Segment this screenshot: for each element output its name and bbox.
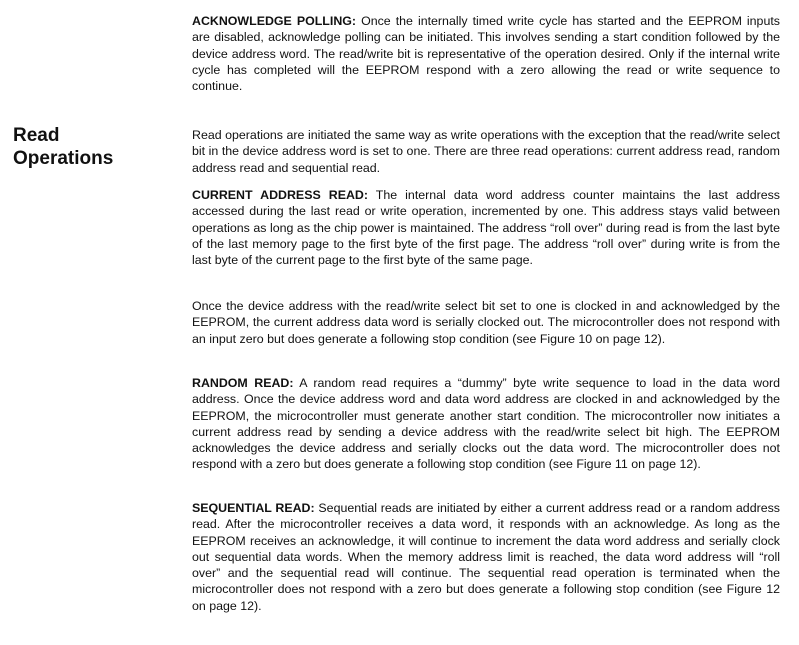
current-address-read-paragraph — [192, 187, 780, 268]
sequential-read-text: Sequential reads are initiated by either a current address read or a random address read. After the microcontroller receives a data word, it responds with an acknowledge. As long as the EEPROM receives an acknowledge, it will continue to increment the data word address and serially clock out sequential data words. When the memory address limit is reached, the data word address will “roll over” and the sequential read will continue. The sequential read operation is terminated when the microcontroller does not respond with a zero but does generate a following stop condition (see Figure 12 on page 12). — [192, 501, 781, 613]
sequential-read-paragraph — [192, 500, 780, 614]
random-read-text: A random read requires a “dummy” byte write sequence to load in the data word address. Once the device address word and data word address are clocked in and acknowledged by the EEPROM, the microcontroller must generate another start condition. The microcontroller now initiates a current address read by sending a device address with the read/write select bit high. The EEPROM acknowledges the device address and serially clocks out the data word. The microcontroller does not respond with a zero but does generate a following stop condition (see Figure 11 on page 12). — [192, 376, 780, 472]
read-operations-intro — [192, 127, 780, 176]
current-address-followup-text: Once the device address with the read/write select bit set to one is clocked in and acknowledged by the EEPROM, the current address data word is serially clocked out. The microcontroller does not respond with an input zero but does generate a following stop condition (see Figure 10 on page 12). — [192, 299, 780, 346]
current-address-read-text: The internal data word address counter maintains the last address accessed during the last read or write operation, incremented by one. This address stays valid between operations as long as the chip power is maintained. The address “roll over” during read is from the last byte of the last memory page to the first byte of the first page. The address “roll over” during write is from the last byte of the current page to the first byte of the same page. — [192, 188, 780, 268]
section-heading-line-2: Operations — [13, 148, 114, 169]
ack-polling-text: Once the internally timed write cycle has started and the EEPROM inputs are disabled, acknowledge polling can be initiated. This involves sending a start condition followed by the device address word. The read/write bit is representative of the operation desired. Only if the internal write cycle has completed will the EEPROM respond with a zero allowing the read or write sequence to continue. — [192, 14, 780, 94]
current-address-read-lead: CURRENT ADDRESS READ: — [192, 188, 368, 202]
intro-text: Read operations are initiated the same way as write operations with the exception that the read/write select bit in the device address word is set to one. There are three read operations: current address read, random address read and sequential read. — [192, 128, 780, 175]
current-address-followup-paragraph — [192, 298, 780, 347]
ack-polling-lead: ACKNOWLEDGE POLLING: — [192, 14, 357, 28]
random-read-paragraph — [192, 375, 780, 473]
section-heading-line-1: Read — [13, 125, 60, 146]
section-heading-read-operations — [13, 124, 113, 170]
random-read-lead: RANDOM READ: — [192, 376, 294, 390]
sequential-read-lead: SEQUENTIAL READ: — [192, 501, 315, 515]
ack-polling-paragraph — [192, 13, 780, 94]
